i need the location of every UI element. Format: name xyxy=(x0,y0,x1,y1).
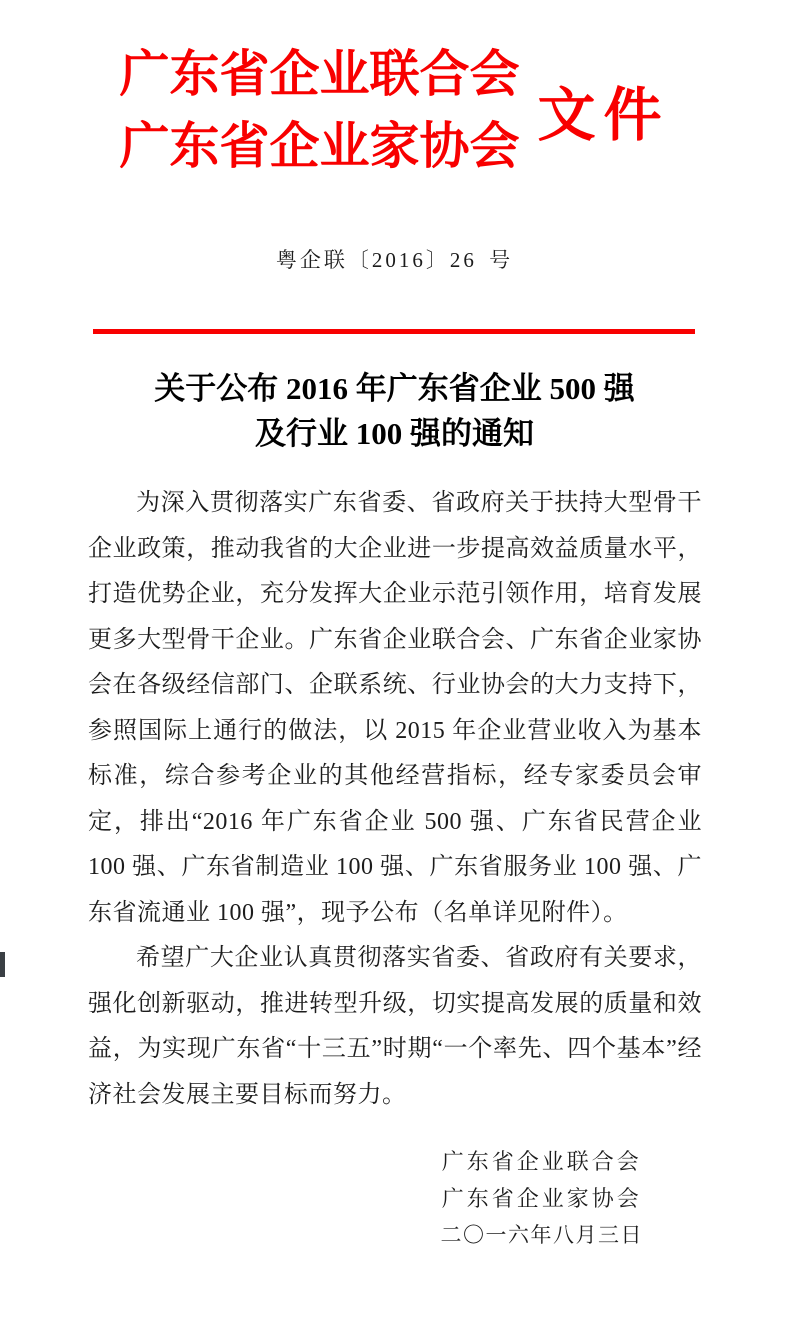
signature-date: 二〇一六年八月三日 xyxy=(440,1223,643,1247)
scan-artifact xyxy=(0,952,5,977)
letterhead-org-line-2: 广东省企业家协会 xyxy=(119,118,520,174)
body-paragraph-1: 为深入贯彻落实广东省委、省政府关于扶持大型骨干企业政策，推动我省的大企业进一步提高效益质量水平，打造优势企业，充分发挥大企业示范引领作用，培育发展更多大型骨干企业。广东省企业联合会、广东省企业家协会在各级经信部门、企联系统、行业协会的大力支持下，参照国际上通行的做法，以 2015 年企业营业收入为基本标准，综合参考企业的其他经营指标，经专家委员会审定，排出“2016 年广东省企业 500 强、广东省民营企业 100 强、广东省制造业 100 强、广东省服务业 100 强、广东省流通业 100 强”，现予公布（名单详见附件）。 xyxy=(88,490,702,926)
document-title-line-1: 关于公布 2016 年广东省企业 500 强 xyxy=(154,371,635,406)
body-paragraph-2: 希望广大企业认真贯彻落实省委、省政府有关要求，强化创新驱动，推进转型升级，切实提高发展的质量和效益，为实现广东省“十三五”时期“一个率先、四个基本”经济社会发展主要目标而努力。 xyxy=(88,945,702,1108)
red-divider-line xyxy=(93,329,695,334)
signature-org-2: 广东省企业家协会 xyxy=(441,1186,642,1211)
document-number: 粤企联〔2016〕26 号 xyxy=(275,248,514,272)
document-title-line-2: 及行业 100 强的通知 xyxy=(255,416,534,451)
letterhead-org-line-1: 广东省企业联合会 xyxy=(119,46,520,102)
signature-block-wrapper xyxy=(0,1143,789,1254)
signature-org-1: 广东省企业联合会 xyxy=(441,1149,642,1174)
signature-block xyxy=(441,1143,644,1254)
letterhead-document-label: 文件 xyxy=(537,83,670,148)
letterhead-org-names xyxy=(119,38,519,182)
letterhead xyxy=(0,38,789,182)
document-title xyxy=(0,366,789,456)
document-body xyxy=(88,481,702,1118)
